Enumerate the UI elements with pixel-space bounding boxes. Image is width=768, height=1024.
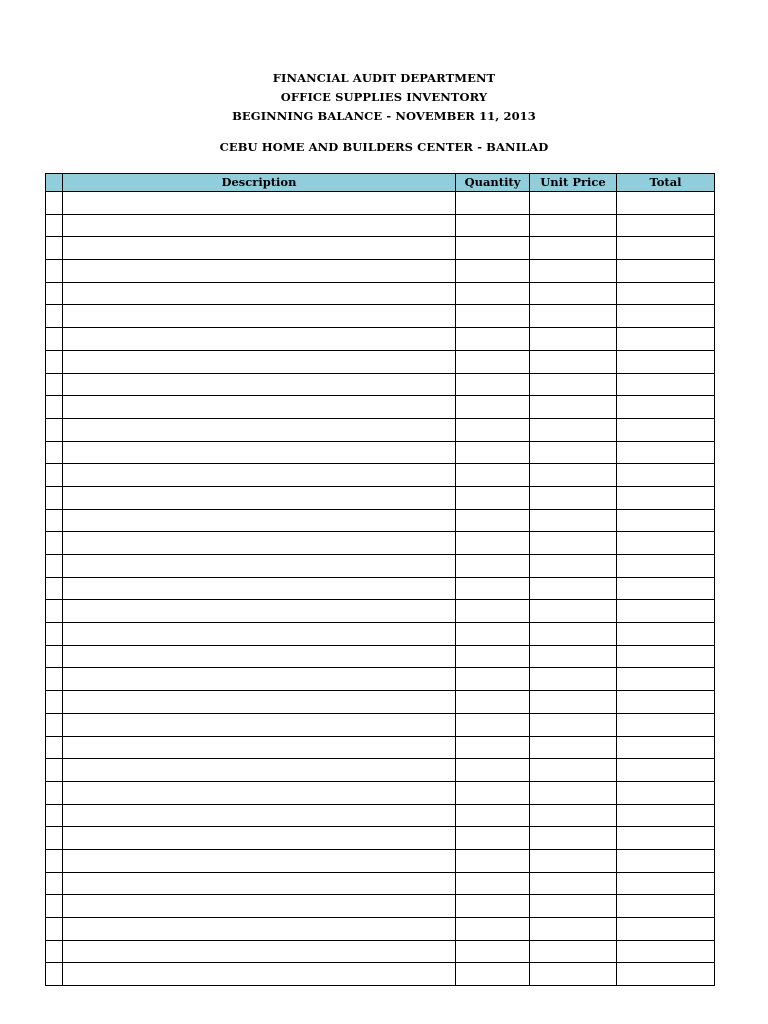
column-header-description: Description bbox=[63, 174, 456, 192]
quantity-cell bbox=[456, 555, 530, 578]
total-cell bbox=[617, 895, 715, 918]
row-number-cell bbox=[46, 940, 63, 963]
unit-price-cell bbox=[530, 237, 617, 260]
total-cell bbox=[617, 282, 715, 305]
description-cell bbox=[63, 350, 456, 373]
total-cell bbox=[617, 464, 715, 487]
total-cell bbox=[617, 373, 715, 396]
table-row bbox=[46, 736, 715, 759]
description-cell bbox=[63, 282, 456, 305]
table-row bbox=[46, 192, 715, 215]
table-row bbox=[46, 872, 715, 895]
unit-price-cell bbox=[530, 804, 617, 827]
description-cell bbox=[63, 918, 456, 941]
row-number-cell bbox=[46, 849, 63, 872]
description-cell bbox=[63, 577, 456, 600]
total-cell bbox=[617, 918, 715, 941]
total-cell bbox=[617, 691, 715, 714]
description-cell bbox=[63, 736, 456, 759]
table-row bbox=[46, 532, 715, 555]
total-cell bbox=[617, 781, 715, 804]
unit-price-cell bbox=[530, 940, 617, 963]
description-cell bbox=[63, 600, 456, 623]
column-header-quantity: Quantity bbox=[456, 174, 530, 192]
quantity-cell bbox=[456, 827, 530, 850]
unit-price-cell bbox=[530, 577, 617, 600]
table-row bbox=[46, 305, 715, 328]
unit-price-cell bbox=[530, 441, 617, 464]
unit-price-cell bbox=[530, 509, 617, 532]
table-row bbox=[46, 827, 715, 850]
unit-price-cell bbox=[530, 260, 617, 283]
quantity-cell bbox=[456, 373, 530, 396]
row-number-cell bbox=[46, 486, 63, 509]
unit-price-cell bbox=[530, 373, 617, 396]
description-cell bbox=[63, 192, 456, 215]
table-row bbox=[46, 918, 715, 941]
table-row bbox=[46, 328, 715, 351]
document-header bbox=[0, 69, 768, 126]
description-cell bbox=[63, 396, 456, 419]
unit-price-cell bbox=[530, 350, 617, 373]
unit-price-cell bbox=[530, 532, 617, 555]
total-cell bbox=[617, 827, 715, 850]
total-cell bbox=[617, 441, 715, 464]
row-number-cell bbox=[46, 282, 63, 305]
table-row bbox=[46, 282, 715, 305]
unit-price-cell bbox=[530, 781, 617, 804]
total-cell bbox=[617, 623, 715, 646]
unit-price-cell bbox=[530, 691, 617, 714]
table-row bbox=[46, 486, 715, 509]
total-cell bbox=[617, 849, 715, 872]
table-row bbox=[46, 577, 715, 600]
quantity-cell bbox=[456, 214, 530, 237]
table-row bbox=[46, 441, 715, 464]
description-cell bbox=[63, 418, 456, 441]
table-row bbox=[46, 350, 715, 373]
unit-price-cell bbox=[530, 464, 617, 487]
row-number-cell bbox=[46, 350, 63, 373]
row-number-cell bbox=[46, 963, 63, 986]
quantity-cell bbox=[456, 532, 530, 555]
column-header-number bbox=[46, 174, 63, 192]
table-row bbox=[46, 509, 715, 532]
balance-date: BEGINNING BALANCE - NOVEMBER 11, 2013 bbox=[232, 109, 536, 123]
row-number-cell bbox=[46, 214, 63, 237]
quantity-cell bbox=[456, 441, 530, 464]
total-cell bbox=[617, 940, 715, 963]
table-row bbox=[46, 645, 715, 668]
column-header-unit-price: Unit Price bbox=[530, 174, 617, 192]
description-cell bbox=[63, 759, 456, 782]
quantity-cell bbox=[456, 736, 530, 759]
unit-price-cell bbox=[530, 192, 617, 215]
quantity-cell bbox=[456, 418, 530, 441]
quantity-cell bbox=[456, 237, 530, 260]
store-header bbox=[0, 138, 768, 157]
unit-price-cell bbox=[530, 736, 617, 759]
row-number-cell bbox=[46, 872, 63, 895]
row-number-cell bbox=[46, 555, 63, 578]
description-cell bbox=[63, 486, 456, 509]
inventory-table bbox=[45, 173, 715, 986]
table-row bbox=[46, 600, 715, 623]
row-number-cell bbox=[46, 192, 63, 215]
total-cell bbox=[617, 396, 715, 419]
quantity-cell bbox=[456, 192, 530, 215]
description-cell bbox=[63, 827, 456, 850]
table-row bbox=[46, 759, 715, 782]
total-cell bbox=[617, 418, 715, 441]
total-cell bbox=[617, 214, 715, 237]
description-cell bbox=[63, 464, 456, 487]
total-cell bbox=[617, 645, 715, 668]
total-cell bbox=[617, 963, 715, 986]
total-cell bbox=[617, 872, 715, 895]
description-cell bbox=[63, 895, 456, 918]
quantity-cell bbox=[456, 396, 530, 419]
row-number-cell bbox=[46, 895, 63, 918]
table-row bbox=[46, 237, 715, 260]
table-row bbox=[46, 691, 715, 714]
total-cell bbox=[617, 759, 715, 782]
total-cell bbox=[617, 600, 715, 623]
table-row bbox=[46, 713, 715, 736]
unit-price-cell bbox=[530, 713, 617, 736]
quantity-cell bbox=[456, 328, 530, 351]
quantity-cell bbox=[456, 759, 530, 782]
quantity-cell bbox=[456, 872, 530, 895]
total-cell bbox=[617, 736, 715, 759]
row-number-cell bbox=[46, 691, 63, 714]
table-row bbox=[46, 963, 715, 986]
quantity-cell bbox=[456, 623, 530, 646]
row-number-cell bbox=[46, 328, 63, 351]
department-title: FINANCIAL AUDIT DEPARTMENT bbox=[272, 71, 496, 85]
quantity-cell bbox=[456, 918, 530, 941]
description-cell bbox=[63, 804, 456, 827]
description-cell bbox=[63, 849, 456, 872]
store-name: CEBU HOME AND BUILDERS CENTER - BANILAD bbox=[219, 140, 549, 154]
row-number-cell bbox=[46, 645, 63, 668]
row-number-cell bbox=[46, 918, 63, 941]
table-row bbox=[46, 781, 715, 804]
total-cell bbox=[617, 350, 715, 373]
quantity-cell bbox=[456, 940, 530, 963]
description-cell bbox=[63, 623, 456, 646]
description-cell bbox=[63, 555, 456, 578]
total-cell bbox=[617, 237, 715, 260]
unit-price-cell bbox=[530, 872, 617, 895]
quantity-cell bbox=[456, 804, 530, 827]
table-header-row bbox=[46, 174, 715, 192]
description-cell bbox=[63, 668, 456, 691]
table-row bbox=[46, 418, 715, 441]
total-cell bbox=[617, 328, 715, 351]
row-number-cell bbox=[46, 509, 63, 532]
unit-price-cell bbox=[530, 759, 617, 782]
row-number-cell bbox=[46, 759, 63, 782]
total-cell bbox=[617, 192, 715, 215]
quantity-cell bbox=[456, 260, 530, 283]
unit-price-cell bbox=[530, 600, 617, 623]
total-cell bbox=[617, 509, 715, 532]
unit-price-cell bbox=[530, 305, 617, 328]
quantity-cell bbox=[456, 713, 530, 736]
row-number-cell bbox=[46, 464, 63, 487]
unit-price-cell bbox=[530, 486, 617, 509]
description-cell bbox=[63, 305, 456, 328]
quantity-cell bbox=[456, 305, 530, 328]
description-cell bbox=[63, 260, 456, 283]
total-cell bbox=[617, 532, 715, 555]
unit-price-cell bbox=[530, 918, 617, 941]
description-cell bbox=[63, 214, 456, 237]
unit-price-cell bbox=[530, 849, 617, 872]
description-cell bbox=[63, 509, 456, 532]
description-cell bbox=[63, 713, 456, 736]
row-number-cell bbox=[46, 373, 63, 396]
row-number-cell bbox=[46, 396, 63, 419]
unit-price-cell bbox=[530, 214, 617, 237]
quantity-cell bbox=[456, 781, 530, 804]
row-number-cell bbox=[46, 441, 63, 464]
description-cell bbox=[63, 441, 456, 464]
row-number-cell bbox=[46, 237, 63, 260]
unit-price-cell bbox=[530, 645, 617, 668]
unit-price-cell bbox=[530, 827, 617, 850]
document-title: OFFICE SUPPLIES INVENTORY bbox=[280, 90, 488, 104]
quantity-cell bbox=[456, 282, 530, 305]
description-cell bbox=[63, 940, 456, 963]
table-row bbox=[46, 668, 715, 691]
total-cell bbox=[617, 668, 715, 691]
table-row bbox=[46, 623, 715, 646]
unit-price-cell bbox=[530, 282, 617, 305]
table-row bbox=[46, 464, 715, 487]
description-cell bbox=[63, 373, 456, 396]
quantity-cell bbox=[456, 849, 530, 872]
unit-price-cell bbox=[530, 396, 617, 419]
unit-price-cell bbox=[530, 895, 617, 918]
table-row bbox=[46, 555, 715, 578]
total-cell bbox=[617, 305, 715, 328]
table-row bbox=[46, 373, 715, 396]
quantity-cell bbox=[456, 895, 530, 918]
table-body bbox=[46, 192, 715, 986]
row-number-cell bbox=[46, 418, 63, 441]
description-cell bbox=[63, 781, 456, 804]
quantity-cell bbox=[456, 668, 530, 691]
total-cell bbox=[617, 260, 715, 283]
description-cell bbox=[63, 532, 456, 555]
row-number-cell bbox=[46, 305, 63, 328]
quantity-cell bbox=[456, 600, 530, 623]
description-cell bbox=[63, 691, 456, 714]
quantity-cell bbox=[456, 577, 530, 600]
unit-price-cell bbox=[530, 555, 617, 578]
row-number-cell bbox=[46, 600, 63, 623]
row-number-cell bbox=[46, 668, 63, 691]
description-cell bbox=[63, 963, 456, 986]
row-number-cell bbox=[46, 781, 63, 804]
unit-price-cell bbox=[530, 328, 617, 351]
quantity-cell bbox=[456, 464, 530, 487]
row-number-cell bbox=[46, 260, 63, 283]
unit-price-cell bbox=[530, 418, 617, 441]
table-row bbox=[46, 214, 715, 237]
quantity-cell bbox=[456, 691, 530, 714]
quantity-cell bbox=[456, 645, 530, 668]
row-number-cell bbox=[46, 532, 63, 555]
table-row bbox=[46, 849, 715, 872]
total-cell bbox=[617, 804, 715, 827]
description-cell bbox=[63, 328, 456, 351]
unit-price-cell bbox=[530, 963, 617, 986]
row-number-cell bbox=[46, 736, 63, 759]
table-row bbox=[46, 940, 715, 963]
row-number-cell bbox=[46, 577, 63, 600]
row-number-cell bbox=[46, 804, 63, 827]
quantity-cell bbox=[456, 963, 530, 986]
table-row bbox=[46, 396, 715, 419]
unit-price-cell bbox=[530, 623, 617, 646]
total-cell bbox=[617, 713, 715, 736]
total-cell bbox=[617, 555, 715, 578]
quantity-cell bbox=[456, 350, 530, 373]
table-row bbox=[46, 260, 715, 283]
unit-price-cell bbox=[530, 668, 617, 691]
row-number-cell bbox=[46, 623, 63, 646]
table-row bbox=[46, 895, 715, 918]
quantity-cell bbox=[456, 486, 530, 509]
table-row bbox=[46, 804, 715, 827]
total-cell bbox=[617, 486, 715, 509]
quantity-cell bbox=[456, 509, 530, 532]
column-header-total: Total bbox=[617, 174, 715, 192]
row-number-cell bbox=[46, 713, 63, 736]
description-cell bbox=[63, 645, 456, 668]
description-cell bbox=[63, 872, 456, 895]
description-cell bbox=[63, 237, 456, 260]
total-cell bbox=[617, 577, 715, 600]
row-number-cell bbox=[46, 827, 63, 850]
